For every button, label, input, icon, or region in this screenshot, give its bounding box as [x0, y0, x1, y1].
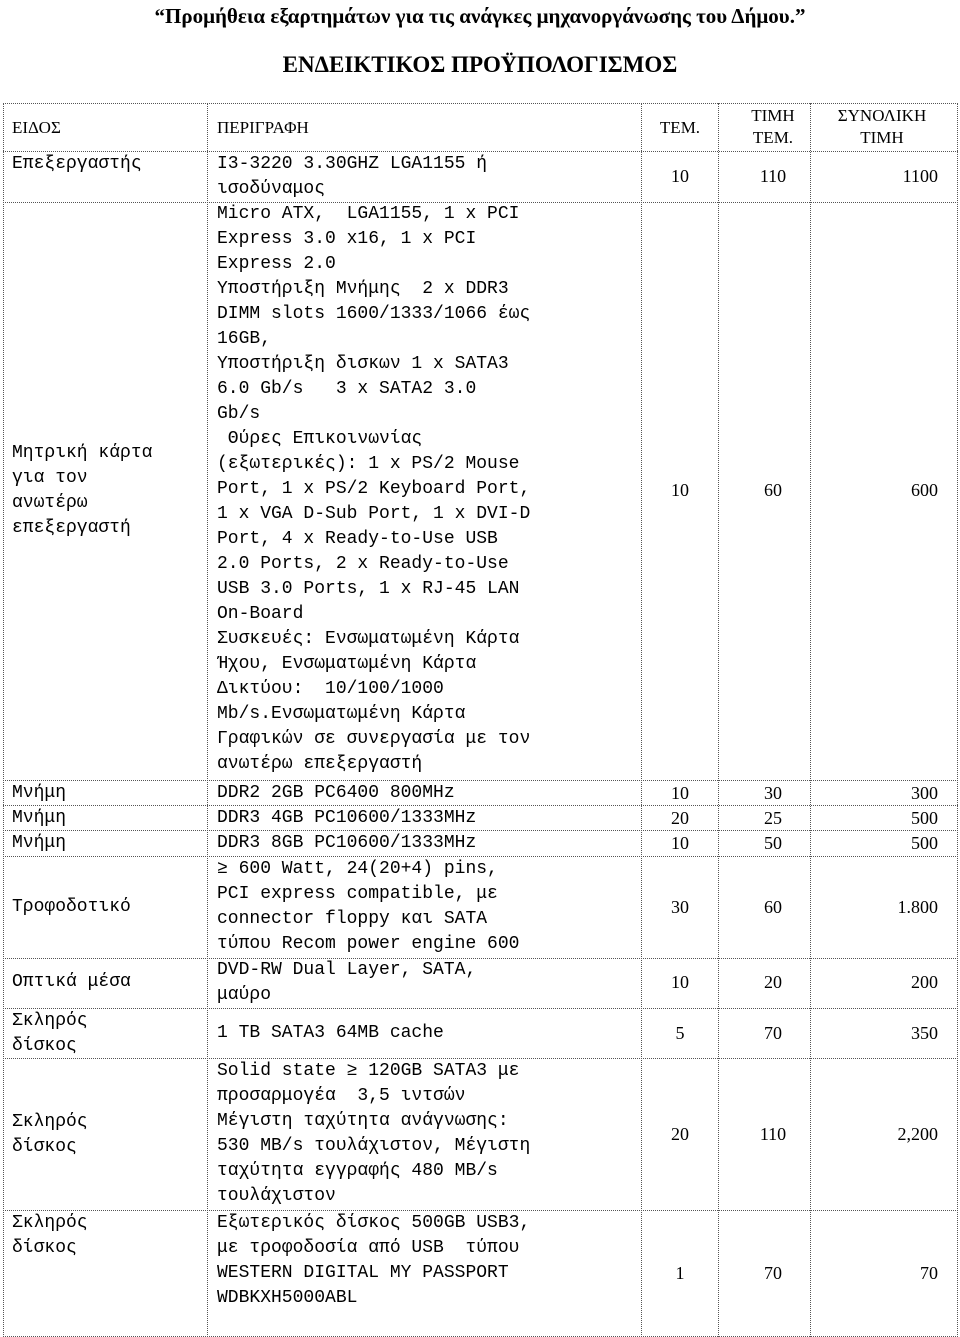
row-item: Οπτικά μέσα [12, 972, 131, 992]
row-description: ≥ 600 Watt, 24(20+4) pins, PCI express compatible, με connector floppy και SATA τύπου Recom power engine 600 [217, 859, 520, 954]
row-item: Μνήμη [12, 833, 67, 853]
row-description: DVD-RW Dual Layer, SATA, μαύρο [217, 960, 477, 1005]
row-quantity: 5 [675, 1023, 685, 1043]
row-item: Μνήμη [12, 808, 67, 828]
row-item: Σκληρός δίσκος [12, 1011, 88, 1056]
row-quantity: 20 [671, 808, 689, 828]
document-title: “Προμήθεια εξαρτημάτων για τις ανάγκες μηχανοργάνωσης του Δήμου.” [154, 4, 806, 28]
row-divider [3, 1008, 958, 1009]
row-total: 200 [911, 972, 938, 992]
row-description: 1 TB SATA3 64MB cache [217, 1023, 444, 1043]
row-item: Μητρική κάρτα για τον ανωτέρω επεξεργαστή [12, 443, 153, 538]
row-unit-price: 30 [764, 783, 782, 803]
column-divider [207, 103, 208, 1337]
row-description: Micro ATX, LGA1155, 1 x PCI Express 3.0 x16, 1 x PCI Express 2.0 Υποστήριξη Μνήμης 2 x DDR3 DIMM slots 1600/1333/1066 έως 16GB, Υποστήριξη δισκων 1 x SATA3 6.0 Gb/s 3 x SATA2 3.0 Gb/s Θύρες Επικοινωνίας (εξωτερικές): 1 x PS/2 Mouse Port, 1 x PS/2 Keyboard Port, 1 x VGA D-Sub Port, 1 x DVI-D Port, 4 x Ready-to-Use USB 2.0 Ports, 2 x Ready-to-Use USB 3.0 Ports, 1 x RJ-45 LAN On-Board Συσκευές: Ενσωματωμένη Κάρτα Ήχου, Ενσωματωμένη Κάρτα Δικτύου: 10/100/1000 Mb/s.Ενσωματωμένη Κάρτα Γραφικών σε συνεργασία με τον ανωτέρω επεξεργαστή [217, 204, 531, 774]
row-total: 70 [920, 1263, 938, 1283]
row-total: 500 [911, 833, 938, 853]
row-unit-price: 60 [764, 480, 782, 500]
row-unit-price: 20 [764, 972, 782, 992]
row-quantity: 20 [671, 1124, 689, 1144]
row-description: DDR3 4GB PC10600/1333MHz [217, 808, 477, 828]
column-divider [718, 103, 719, 1337]
row-unit-price: 110 [759, 166, 787, 186]
table-border-top [3, 103, 958, 104]
row-divider [3, 958, 958, 959]
row-total: 1100 [902, 166, 938, 186]
row-total: 300 [911, 783, 938, 803]
row-quantity: 30 [671, 897, 689, 917]
row-item: Μνήμη [12, 783, 67, 803]
row-total: 500 [911, 808, 938, 828]
header-description: ΠΕΡΙΓΡΑΦΗ [217, 118, 309, 137]
row-unit-price: 70 [764, 1023, 782, 1043]
row-unit-price: 25 [764, 808, 782, 828]
row-description: I3-3220 3.30GHZ LGA1155 ή ισοδύναμος [217, 154, 488, 199]
row-quantity: 10 [671, 166, 689, 186]
column-divider [810, 103, 811, 1337]
row-quantity: 1 [675, 1263, 685, 1283]
header-quantity: ΤΕΜ. [659, 118, 701, 137]
row-quantity: 10 [671, 783, 689, 803]
row-quantity: 10 [671, 480, 689, 500]
row-description: Εξωτερικός δίσκος 500GB USB3, με τροφοδοσία από USB τύπου WESTERN DIGITAL MY PASSPORT WDBKXH5000ABL [217, 1213, 531, 1308]
row-unit-price: 110 [759, 1124, 787, 1144]
row-total: 2,200 [897, 1124, 938, 1144]
row-quantity: 10 [671, 972, 689, 992]
row-unit-price: 60 [764, 897, 782, 917]
header-item: ΕΙΔΟΣ [12, 118, 61, 137]
row-item: Τροφοδοτικό [12, 897, 131, 917]
row-total: 1.800 [897, 897, 938, 917]
row-total: 600 [911, 480, 938, 500]
header-total: ΣΥΝΟΛΙΚΗ ΤΙΜΗ [837, 106, 927, 147]
row-item: Σκληρός δίσκος [12, 1213, 88, 1258]
row-item: Επεξεργαστής [12, 154, 142, 174]
row-quantity: 10 [671, 833, 689, 853]
header-unit-price: ΤΙΜΗ ΤΕΜ. [751, 106, 795, 147]
row-description: DDR3 8GB PC10600/1333MHz [217, 833, 477, 853]
row-description: Solid state ≥ 120GB SATA3 με προσαρμογέα 3,5 ιντσών Μέγιστη ταχύτητα ανάγνωσης: 530 MB/s τουλάχιστον, Μέγιστη ταχύτητα εγγραφής 480 MB/s τουλάχιστον [217, 1061, 531, 1206]
row-unit-price: 70 [764, 1263, 782, 1283]
row-item: Σκληρός δίσκος [12, 1112, 88, 1157]
table-border-right [957, 103, 958, 1337]
row-total: 350 [911, 1023, 938, 1043]
document-subtitle: ΕΝΔΕΙΚΤΙΚΟΣ ΠΡΟΫΠΟΛΟΓΙΣΜΟΣ [282, 52, 678, 77]
column-divider [641, 103, 642, 1337]
table-border-left [3, 103, 4, 1337]
row-unit-price: 50 [764, 833, 782, 853]
row-description: DDR2 2GB PC6400 800MHz [217, 783, 455, 803]
